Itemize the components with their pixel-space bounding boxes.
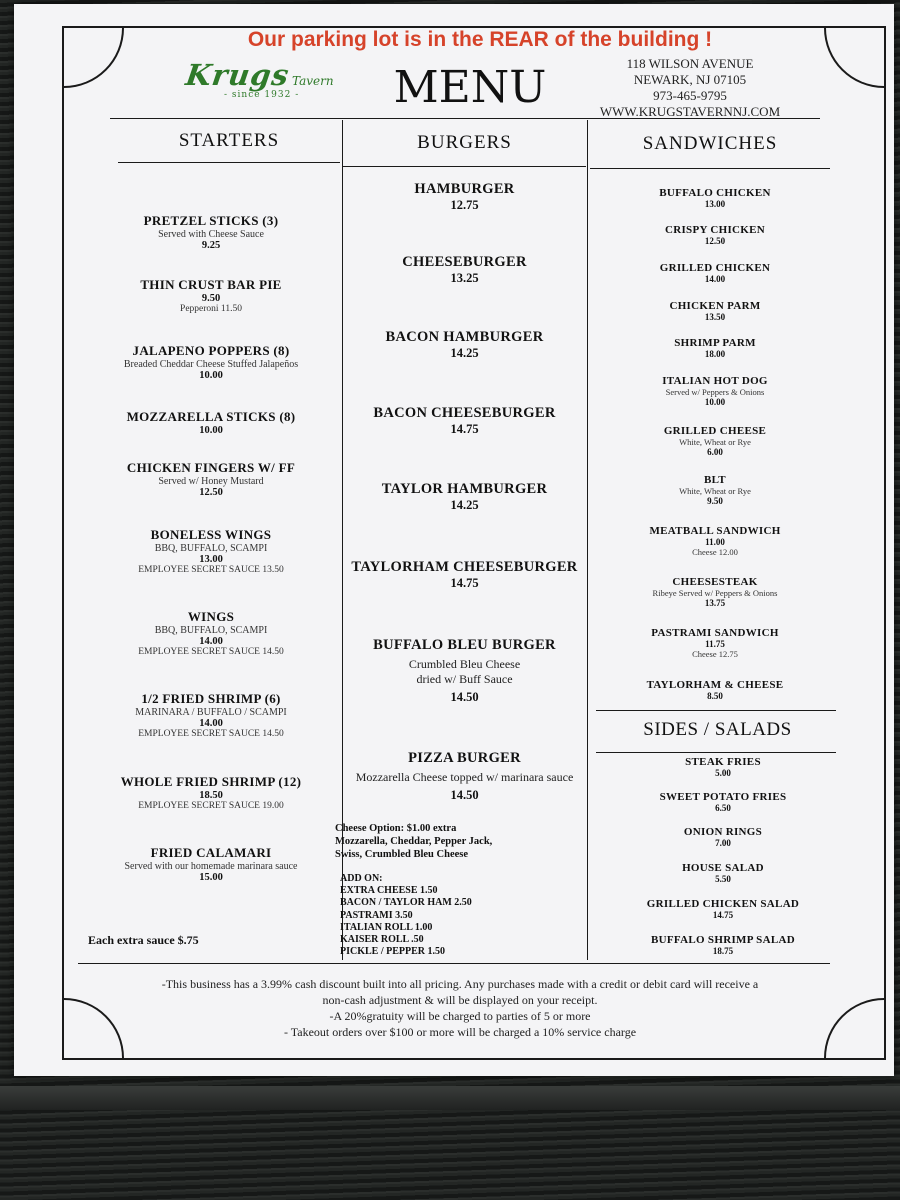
item-price: 6.00 <box>707 447 723 457</box>
add-on-item: BACON / TAYLOR HAM 2.50 <box>340 897 472 909</box>
item-price: 13.00 <box>199 554 223 565</box>
item-description: Served w/ Peppers & Onions <box>665 387 765 397</box>
menu-item <box>603 934 843 956</box>
burgers-heading: BURGERS <box>417 132 512 153</box>
item-price: 14.75 <box>712 910 734 920</box>
cheese-option-line: Cheese Option: $1.00 extra <box>335 823 457 834</box>
item-price: 14.50 <box>450 788 479 802</box>
menu-item <box>80 460 342 498</box>
item-name: TAYLORHAM & CHEESE <box>646 679 784 691</box>
cheese-option-note <box>335 822 575 861</box>
corner-ornament <box>824 998 886 1060</box>
notice-line: non-cash adjustment & will be displayed on your receipt. <box>322 993 598 1007</box>
menu-item <box>595 224 835 246</box>
item-extra: EMPLOYEE SECRET SAUCE 14.50 <box>138 729 284 739</box>
menu-item <box>595 474 835 506</box>
item-name: CRISPY CHICKEN <box>664 224 766 236</box>
menu-title: MENU <box>393 62 547 113</box>
menu-item <box>343 254 586 286</box>
menu-item <box>595 337 835 359</box>
item-price: 14.75 <box>450 422 479 436</box>
item-name: PIZZA BURGER <box>408 750 521 766</box>
cheese-option-line: Mozzarella, Cheddar, Pepper Jack, <box>335 836 493 847</box>
item-name: BUFFALO BLEU BURGER <box>373 637 556 653</box>
item-price: 5.50 <box>715 874 731 884</box>
sides-heading: SIDES / SALADS <box>643 719 792 740</box>
menu-item <box>595 425 835 457</box>
item-description: Ribeye Served w/ Peppers & Onions <box>652 588 778 598</box>
item-name: WINGS <box>187 609 235 624</box>
sides-rule <box>596 752 836 753</box>
item-price: 9.50 <box>707 496 723 506</box>
item-price: 13.00 <box>704 199 726 209</box>
item-description: Served with our homemade marinara sauce <box>124 861 298 872</box>
notice-line: - Takeout orders over $100 or more will be charged a 10% service charge <box>283 1025 637 1039</box>
item-name: MOZZARELLA STICKS (8) <box>126 409 296 424</box>
footer-rule <box>78 963 830 964</box>
item-name: GRILLED CHICKEN SALAD <box>646 898 800 910</box>
item-name: PASTRAMI SANDWICH <box>651 627 779 639</box>
menu-item <box>595 187 835 209</box>
item-price: 13.75 <box>704 598 726 608</box>
menu-item <box>343 481 586 513</box>
item-price: 11.00 <box>705 537 725 547</box>
item-name: SHRIMP PARM <box>674 337 756 349</box>
menu-item <box>595 525 835 557</box>
item-name: TAYLOR HAMBURGER <box>381 481 548 497</box>
add-on-item: PICKLE / PEPPER 1.50 <box>340 946 446 958</box>
item-description: Mozzarella Cheese topped w/ marinara sauce <box>355 770 574 784</box>
item-price: 11.75 <box>705 639 725 649</box>
column-divider <box>587 120 588 960</box>
item-price: 12.50 <box>199 487 223 498</box>
item-extra: Cheese 12.00 <box>692 547 738 557</box>
sides-top-rule <box>596 710 836 711</box>
item-name: CHEESEBURGER <box>402 254 527 270</box>
item-price: 10.00 <box>704 397 726 407</box>
menu-item <box>80 527 342 575</box>
item-description: Breaded Cheddar Cheese Stuffed Jalapeños <box>123 359 299 370</box>
add-on-heading: ADD ON: <box>340 873 383 884</box>
parking-notice: Our parking lot is in the REAR of the building ! <box>247 28 713 51</box>
notice-line: -A 20%gratuity will be charged to parties of 5 or more <box>329 1009 591 1023</box>
menu-item <box>603 756 843 778</box>
corner-ornament <box>824 26 886 88</box>
menu-item <box>595 262 835 284</box>
item-price: 13.25 <box>450 271 479 285</box>
menu-item <box>603 826 843 848</box>
item-name: CHICKEN PARM <box>669 300 761 312</box>
menu-item <box>80 213 342 251</box>
item-description: Served w/ Honey Mustard <box>158 476 264 487</box>
add-on-item: PASTRAMI 3.50 <box>340 909 413 921</box>
menu-item <box>343 750 586 803</box>
add-on-item: KAISER ROLL .50 <box>340 934 424 946</box>
menu-item <box>595 679 835 701</box>
item-price: 5.00 <box>715 768 731 778</box>
menu-item <box>80 277 342 314</box>
menu-item <box>603 862 843 884</box>
menu-item <box>603 791 843 813</box>
extra-sauce-note: Each extra sauce $.75 <box>88 933 199 947</box>
item-price: 18.50 <box>199 790 223 801</box>
item-price: 10.00 <box>199 370 223 381</box>
starters-rule <box>118 162 340 163</box>
menu-item <box>595 627 835 659</box>
menu-sleeve-edge <box>0 1086 900 1110</box>
menu-item <box>343 329 586 361</box>
item-price: 15.00 <box>199 872 223 883</box>
logo-tavern: Tavern <box>292 74 334 88</box>
item-name: HOUSE SALAD <box>682 862 764 874</box>
item-name: FRIED CALAMARI <box>150 845 272 860</box>
item-name: BLT <box>704 474 726 486</box>
item-description: dried w/ Buff Sauce <box>416 672 513 686</box>
item-price: 18.75 <box>712 946 734 956</box>
item-name: BACON HAMBURGER <box>385 329 544 345</box>
menu-item <box>80 609 342 657</box>
item-extra: Cheese 12.75 <box>692 649 738 659</box>
item-name: PRETZEL STICKS (3) <box>143 213 279 228</box>
sandwiches-rule <box>590 168 830 169</box>
item-price: 14.25 <box>450 346 479 360</box>
item-name: WHOLE FRIED SHRIMP (12) <box>120 774 302 789</box>
item-name: STEAK FRIES <box>685 756 761 768</box>
street-address: 118 WILSON AVENUE <box>626 56 754 71</box>
menu-item <box>80 845 342 883</box>
item-name: ITALIAN HOT DOG <box>662 375 768 387</box>
item-price: 9.25 <box>201 240 221 251</box>
item-price: 18.00 <box>704 349 726 359</box>
item-price: 9.50 <box>201 293 221 304</box>
item-price: 10.00 <box>199 425 223 436</box>
item-name: GRILLED CHICKEN <box>659 262 771 274</box>
corner-ornament <box>62 26 124 88</box>
menu-item <box>603 898 843 920</box>
item-name: BUFFALO SHRIMP SALAD <box>651 934 795 946</box>
item-description: Served with Cheese Sauce <box>158 229 264 240</box>
item-name: THIN CRUST BAR PIE <box>140 277 282 292</box>
item-description: White, Wheat or Rye <box>679 437 751 447</box>
item-name: HAMBURGER <box>414 181 515 197</box>
menu-item <box>343 637 586 705</box>
item-extra: Pepperoni 11.50 <box>180 304 242 314</box>
item-price: 14.25 <box>450 498 479 512</box>
item-price: 14.00 <box>704 274 726 284</box>
item-price: 14.00 <box>199 718 223 729</box>
item-name: BUFFALO CHICKEN <box>659 187 771 199</box>
menu-item <box>343 559 586 591</box>
item-extra: EMPLOYEE SECRET SAUCE 14.50 <box>138 647 284 657</box>
item-price: 6.50 <box>715 803 731 813</box>
item-description: White, Wheat or Rye <box>679 486 751 496</box>
add-on-item: EXTRA CHEESE 1.50 <box>340 885 438 897</box>
menu-item <box>80 774 342 811</box>
item-price: 13.50 <box>704 312 726 322</box>
item-price: 12.50 <box>704 236 726 246</box>
header-rule <box>110 118 820 119</box>
burgers-rule <box>343 166 586 167</box>
item-name: ONION RINGS <box>683 826 763 838</box>
item-name: CHEESESTEAK <box>672 576 758 588</box>
item-name: TAYLORHAM CHEESEBURGER <box>351 559 578 575</box>
sandwiches-heading: SANDWICHES <box>642 133 778 154</box>
starters-heading: STARTERS <box>178 130 280 151</box>
website: WWW.KRUGSTAVERNNJ.COM <box>599 104 781 119</box>
item-description: MARINARA / BUFFALO / SCAMPI <box>135 707 287 718</box>
item-name: MEATBALL SANDWICH <box>649 525 781 537</box>
item-name: BACON CHEESEBURGER <box>373 405 556 421</box>
item-description: Crumbled Bleu Cheese <box>408 657 521 671</box>
item-price: 8.50 <box>707 691 723 701</box>
item-description: BBQ, BUFFALO, SCAMPI <box>154 543 268 554</box>
item-price: 14.75 <box>450 576 479 590</box>
menu-item <box>343 181 586 213</box>
item-price: 7.00 <box>715 838 731 848</box>
menu-item <box>595 375 835 407</box>
item-price: 14.50 <box>450 690 479 704</box>
city-state: NEWARK, NJ 07105 <box>633 72 747 87</box>
add-on-list <box>340 873 580 958</box>
menu-item <box>80 691 342 739</box>
item-name: 1/2 FRIED SHRIMP (6) <box>141 691 281 706</box>
item-name: SWEET POTATO FRIES <box>659 791 787 803</box>
address-block <box>585 56 795 120</box>
phone-number: 973-465-9795 <box>653 88 727 103</box>
notice-line: -This business has a 3.99% cash discount built into all pricing. Any purchases made with a credit or debit card will receive a <box>161 977 759 991</box>
menu-item <box>80 343 342 381</box>
pricing-notice <box>100 976 820 1040</box>
item-extra: EMPLOYEE SECRET SAUCE 19.00 <box>138 801 284 811</box>
logo-name: Krugs <box>183 58 292 92</box>
item-price: 14.00 <box>199 636 223 647</box>
krugs-tavern-logo <box>172 58 357 102</box>
menu-item <box>595 576 835 608</box>
item-extra: EMPLOYEE SECRET SAUCE 13.50 <box>138 565 284 575</box>
item-price: 12.75 <box>450 198 479 212</box>
item-name: BONELESS WINGS <box>150 527 272 542</box>
logo-since: - since 1932 - <box>224 90 300 100</box>
item-name: JALAPENO POPPERS (8) <box>132 343 290 358</box>
cheese-option-line: Swiss, Crumbled Bleu Cheese <box>335 849 469 860</box>
item-description: BBQ, BUFFALO, SCAMPI <box>154 625 268 636</box>
item-name: CHICKEN FINGERS W/ FF <box>126 460 296 475</box>
add-on-item: ITALIAN ROLL 1.00 <box>340 921 433 933</box>
menu-item <box>80 409 342 436</box>
item-name: GRILLED CHEESE <box>663 425 767 437</box>
menu-item <box>595 300 835 322</box>
menu-item <box>343 405 586 437</box>
